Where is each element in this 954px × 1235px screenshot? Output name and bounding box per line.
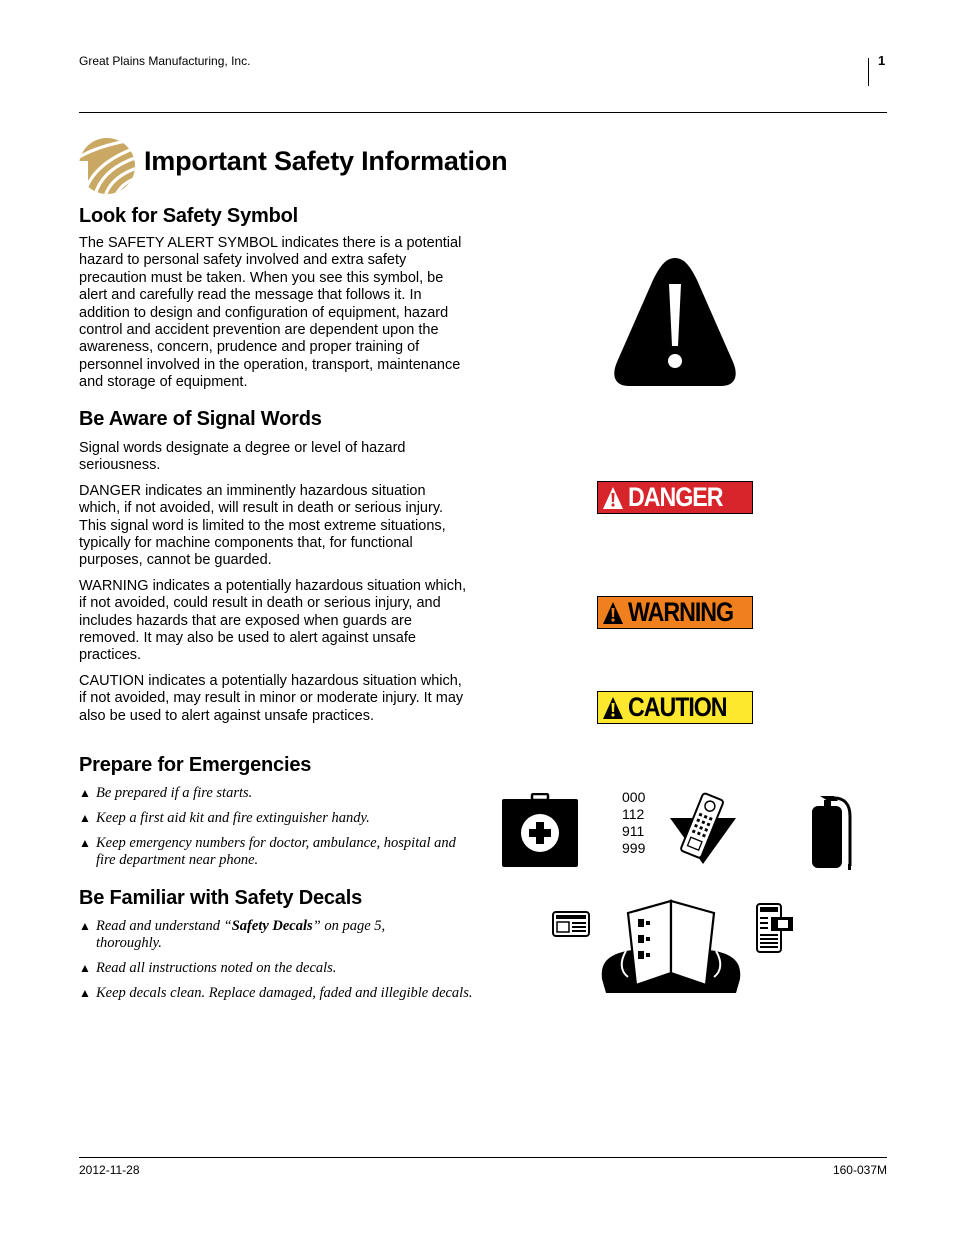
list-item: ▲ Read and understand “Safety Decals” on page 5, thoroughly. [79, 918, 386, 951]
danger-paragraph: DANGER indicates an imminently hazardous situation which, if not avoided, will result in death or serious injury. This signal word is limited to the most extreme situations, typically for machine components that, for functional purposes, cannot be guarded. [79, 482, 446, 569]
header-rule [79, 112, 887, 113]
section-signal-words [79, 408, 469, 725]
bullet-list [79, 785, 469, 869]
danger-label [597, 481, 753, 514]
fire-extinguisher-icon [804, 792, 854, 870]
section-heading: Be Familiar with Safety Decals [79, 887, 363, 909]
decal-icon [552, 911, 590, 937]
reading-manual-icon [598, 895, 744, 997]
danger-alert-icon [602, 486, 624, 510]
section-heading: Prepare for Emergencies [79, 754, 312, 776]
bullet-list [79, 918, 473, 1002]
emergency-numbers [622, 789, 645, 857]
section-heading: Be Aware of Signal Words [79, 408, 322, 430]
bullet-triangle-icon: ▲ [79, 919, 91, 933]
phone-icon [666, 792, 738, 866]
list-item: ▲ Read all instructions noted on the decals. [79, 960, 337, 976]
list-item: ▲ Be prepared if a fire starts. [79, 785, 253, 801]
great-plains-logo-icon [78, 137, 136, 195]
caution-word: CAUTION [628, 692, 727, 722]
section-heading: Look for Safety Symbol [79, 205, 298, 227]
bullet-triangle-icon: ▲ [79, 811, 91, 825]
warning-paragraph: WARNING indicates a potentially hazardous situation which, if not avoided, could result in death or serious injury, and includes hazards that are exposed when guards are removed. It may also be used to alert against unsafe practices. [79, 577, 467, 664]
warning-label [597, 596, 753, 629]
warning-word: WARNING [628, 597, 734, 627]
footer-rule [79, 1157, 887, 1158]
list-item: ▲ Keep a first aid kit and fire extinguisher handy. [79, 810, 370, 826]
bullet-triangle-icon: ▲ [79, 986, 91, 1000]
first-aid-kit-icon [502, 793, 578, 867]
bullet-triangle-icon: ▲ [79, 786, 91, 800]
danger-word: DANGER [628, 482, 723, 512]
emergency-number: 000 [622, 789, 646, 805]
emergency-number: 112 [622, 806, 645, 822]
body-paragraph: Signal words designate a degree or level of hazard seriousness. [79, 440, 406, 474]
caution-alert-icon [602, 696, 624, 720]
header-divider [868, 58, 869, 86]
body-paragraph: The SAFETY ALERT SYMBOL indicates there is a potential hazard to personal safety involved and extra safety precaution must be taken. When you see this symbol, be alert and carefully read the message that follows it. In addition to design and configuration of equipment, hazard control and accident prevention are dependent upon the awareness, concern, prudence and proper training of personnel involved in the operation, transport, maintenance and storage of equipment. [79, 235, 462, 391]
section-emergencies [79, 754, 469, 869]
footer-date: 2012-11-28 [79, 1163, 140, 1177]
safety-alert-icon [611, 254, 739, 390]
emergency-number: 999 [622, 840, 646, 856]
page-title: Important Safety Information [144, 146, 508, 176]
section-decals [79, 887, 473, 1002]
list-item: ▲ Keep emergency numbers for doctor, ambulance, hospital and fire department near phone. [79, 835, 456, 868]
header-company: Great Plains Manufacturing, Inc. [79, 54, 251, 68]
caution-paragraph: CAUTION indicates a potentially hazardous situation which, if not avoided, may result in minor or moderate injury. It may also be used to alert against unsafe practices. [79, 672, 464, 724]
bullet-triangle-icon: ▲ [79, 836, 91, 850]
emergency-number: 911 [622, 823, 645, 839]
caution-label [597, 691, 753, 724]
list-item: ▲ Keep decals clean. Replace damaged, faded and illegible decals. [79, 985, 473, 1001]
section-safety-symbol [79, 205, 469, 392]
page-number: 1 [878, 53, 886, 68]
decal-icon [756, 903, 796, 953]
bullet-triangle-icon: ▲ [79, 961, 91, 975]
footer-doc-number: 160-037M [832, 1163, 887, 1177]
warning-alert-icon [602, 601, 624, 625]
